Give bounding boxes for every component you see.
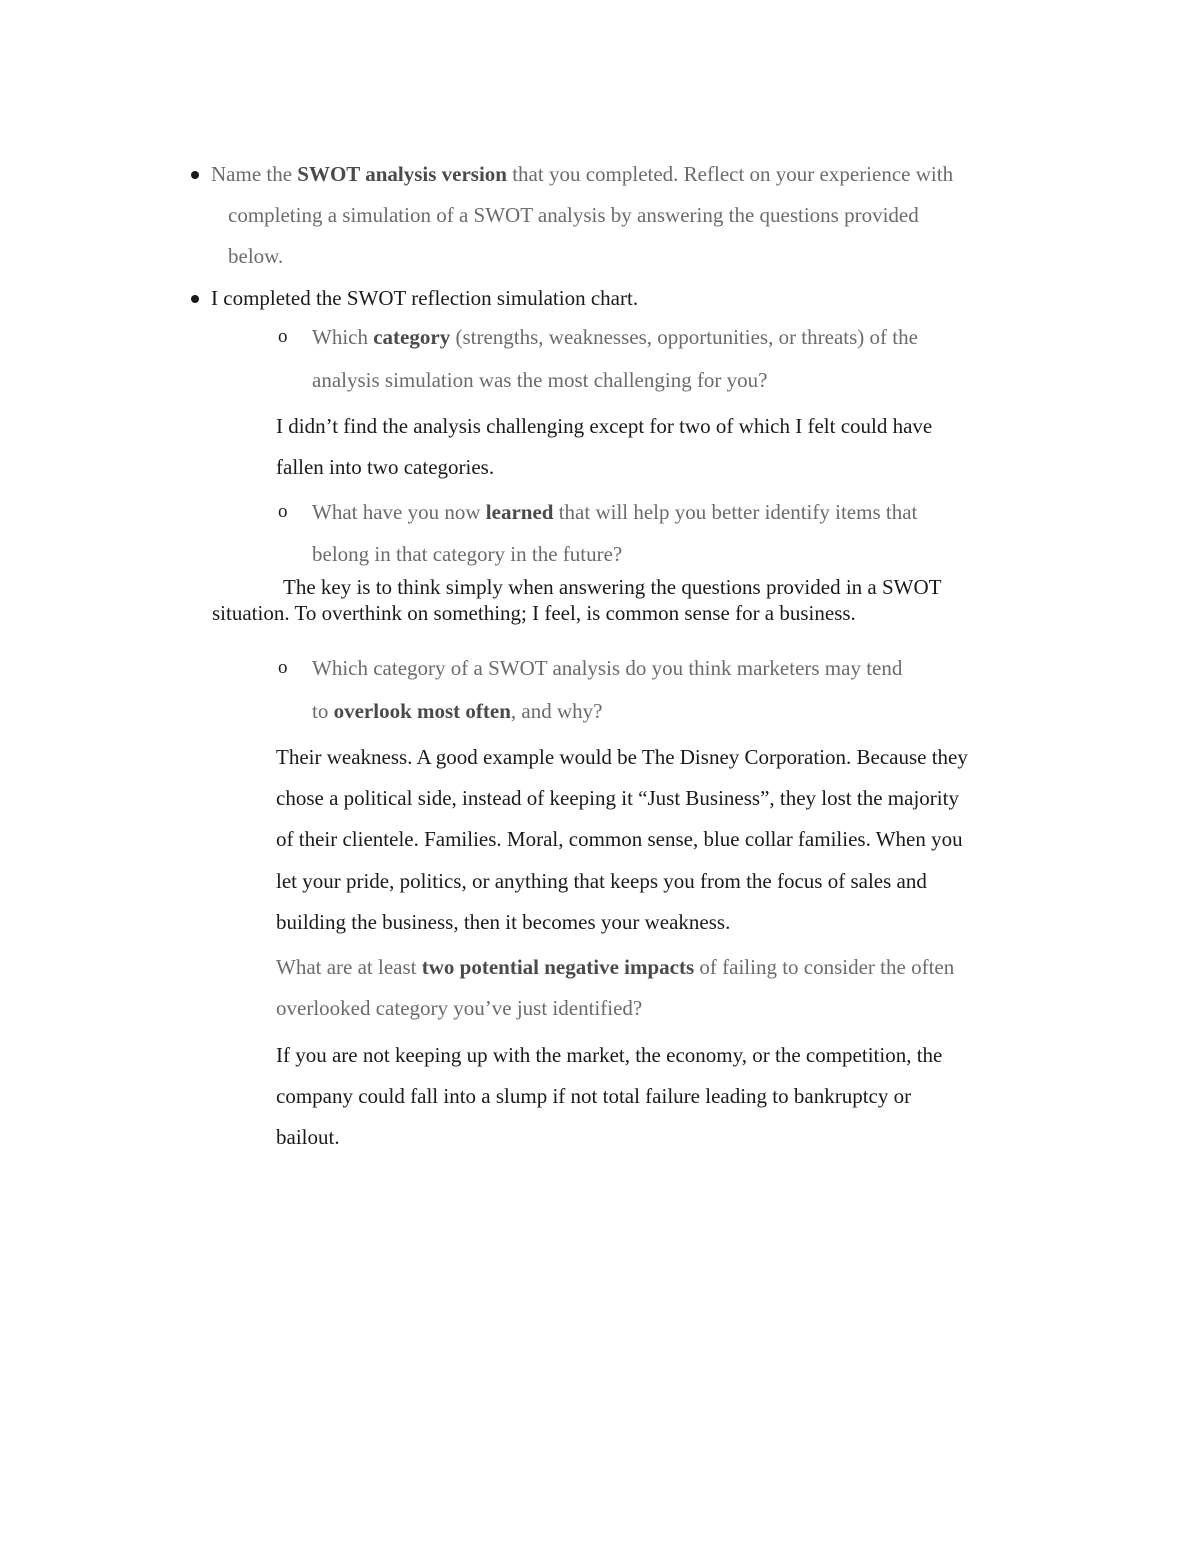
answer1-line2: fallen into two categories.	[276, 455, 495, 479]
question1-line2: analysis simulation was the most challenging for you?	[312, 368, 768, 392]
question4-line2: overlooked category you’ve just identified?	[276, 996, 643, 1020]
question2-line2: belong in that category in the future?	[312, 542, 623, 566]
bullet-marker	[191, 295, 199, 303]
sub-bullet-marker: o	[278, 657, 288, 678]
answer3-line2: chose a political side, instead of keeping it “Just Business”, they lost the majority	[276, 786, 959, 810]
answer2-line2: situation. To overthink on something; I feel, is common sense for a business.	[212, 601, 856, 625]
question4-text-post: of failing to consider the often	[694, 955, 955, 979]
answer3-line1: Their weakness. A good example would be The Disney Corporation. Because they	[276, 745, 968, 769]
question3-text-bold: overlook most often	[333, 699, 511, 723]
answer4-line2: company could fall into a slump if not total failure leading to bankruptcy or	[276, 1084, 912, 1108]
question2-text-bold: learned	[485, 500, 554, 524]
question4-text-pre: What are at least	[276, 955, 422, 979]
answer1-line1: I didn’t find the analysis challenging except for two of which I felt could have	[276, 414, 933, 438]
question1-line1	[312, 325, 918, 350]
answer2-line1: The key is to think simply when answering the questions provided in a SWOT	[283, 575, 942, 599]
question1-text-bold: category	[373, 325, 451, 349]
answer3-line4: let your pride, politics, or anything that keeps you from the focus of sales and	[276, 869, 927, 893]
question1-text-post: (strengths, weaknesses, opportunities, or threats) of the	[450, 325, 918, 349]
question3-line1: Which category of a SWOT analysis do you think marketers may tend	[312, 656, 903, 680]
bullet1-line2: completing a simulation of a SWOT analysis by answering the questions provided	[228, 203, 919, 227]
bullet1-line3: below.	[228, 244, 284, 268]
sub-bullet-marker: o	[278, 501, 288, 522]
answer3-line5: building the business, then it becomes your weakness.	[276, 910, 731, 934]
question1-text-pre: Which	[312, 325, 374, 349]
question2-line1	[312, 500, 917, 525]
bullet1-text-post: that you completed. Reflect on your experience with	[506, 162, 954, 186]
answer4-line1: If you are not keeping up with the market, the economy, or the competition, the	[276, 1043, 943, 1067]
question3-text-pre: to	[312, 699, 334, 723]
bullet2-text: I completed the SWOT reflection simulation chart.	[211, 286, 639, 310]
bullet1-text-bold: SWOT analysis version	[297, 162, 507, 186]
question2-text-post: that will help you better identify items that	[553, 500, 918, 524]
sub-bullet-marker: o	[278, 326, 288, 347]
answer3-line3: of their clientele. Families. Moral, common sense, blue collar families. When you	[276, 827, 963, 851]
bullet-marker	[191, 171, 199, 179]
bullet1-text-pre: Name the	[211, 162, 298, 186]
question4-line1	[276, 955, 954, 980]
question4-text-bold: two potential negative impacts	[421, 955, 695, 979]
question3-line2	[312, 699, 602, 724]
bullet1-line1	[211, 162, 953, 187]
question3-text-post: , and why?	[510, 699, 603, 723]
question2-text-pre: What have you now	[312, 500, 486, 524]
answer4-line3: bailout.	[276, 1125, 340, 1149]
